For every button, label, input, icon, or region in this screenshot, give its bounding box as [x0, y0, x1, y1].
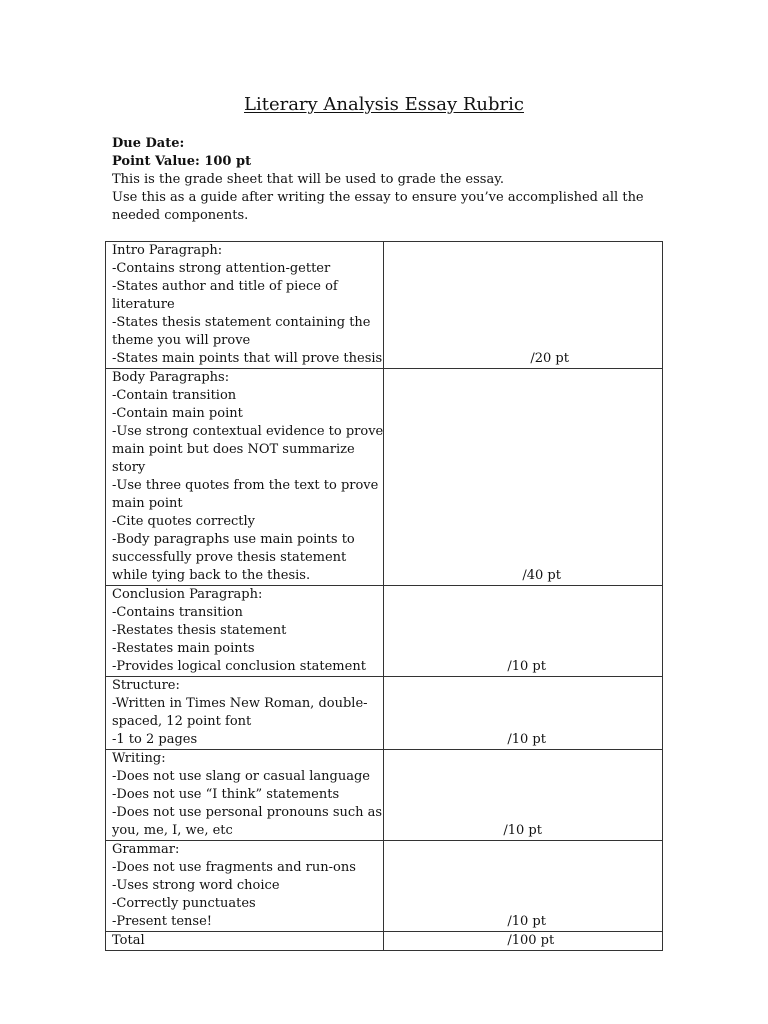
rubric-row [106, 841, 663, 932]
point-value-label: Point Value: 100 pt [112, 154, 252, 169]
description-line-2: Use this as a guide after writing the essay to ensure you’ve accomplished all the needed components. [112, 190, 644, 223]
rubric-criterion: -Use three quotes from the text to prove main point [112, 478, 383, 511]
rubric-points-value: /20 pt [530, 351, 569, 366]
rubric-points-cell [384, 750, 663, 841]
rubric-criteria-cell [106, 369, 388, 586]
rubric-section-heading: Intro Paragraph: [112, 243, 223, 258]
rubric-section-heading: Conclusion Paragraph: [112, 587, 263, 602]
rubric-section-heading: Writing: [112, 751, 166, 766]
rubric-criterion: -States main points that will prove thesis [112, 351, 383, 366]
rubric-row [106, 586, 663, 677]
rubric-points-cell [384, 841, 663, 932]
rubric-points-cell [384, 586, 663, 677]
rubric-criterion: -Contains transition [112, 605, 243, 620]
rubric-criterion: -Body paragraphs use main points to successfully prove thesis statement while tying back to the thesis. [112, 532, 359, 583]
rubric-criteria-cell [106, 841, 384, 932]
rubric-criteria-cell [106, 677, 384, 750]
rubric-criteria-cell [106, 750, 387, 841]
rubric-row [106, 242, 663, 369]
rubric-criterion: -Written in Times New Roman, double-spaced, 12 point font [112, 696, 368, 729]
rubric-criterion: -Contains strong attention-getter [112, 261, 331, 276]
rubric-criterion: -Does not use “I think” statements [112, 787, 340, 802]
rubric-points-cell [384, 677, 663, 750]
rubric-section-heading: Structure: [112, 678, 180, 693]
due-date-label: Due Date: [112, 136, 185, 151]
rubric-row [106, 369, 663, 586]
description-line-1: This is the grade sheet that will be used to grade the essay. [112, 172, 504, 187]
rubric-points-cell [384, 242, 663, 369]
rubric-criterion: -Does not use slang or casual language [112, 769, 371, 784]
rubric-criterion: -Does not use personal pronouns such as you, me, I, we, etc [112, 805, 387, 838]
rubric-criteria-cell [106, 586, 384, 677]
rubric-criterion: -Restates main points [112, 641, 255, 656]
rubric-total-value: /100 pt [507, 933, 555, 948]
rubric-criterion: -Does not use fragments and run-ons [112, 860, 356, 875]
rubric-criterion: -States author and title of piece of literature [112, 279, 342, 312]
rubric-criterion: -Cite quotes correctly [112, 514, 256, 529]
rubric-criterion: -Provides logical conclusion statement [112, 659, 366, 674]
rubric-points-value: /10 pt [507, 732, 546, 747]
rubric-points-value: /40 pt [522, 568, 561, 583]
rubric-row [106, 750, 663, 841]
rubric-total-row [106, 932, 663, 951]
rubric-criterion: -Contain main point [112, 406, 243, 421]
rubric-criterion: -Correctly punctuates [112, 896, 256, 911]
document-intro [112, 135, 672, 225]
rubric-points-value: /10 pt [507, 914, 546, 929]
rubric-table-body [106, 242, 663, 951]
rubric-points-cell [384, 369, 663, 586]
rubric-row [106, 677, 663, 750]
rubric-criterion: -States thesis statement containing the theme you will prove [112, 315, 375, 348]
rubric-criterion: -Contain transition [112, 388, 237, 403]
rubric-criteria-cell [106, 242, 384, 369]
rubric-table [105, 241, 663, 951]
rubric-total-label: Total [106, 932, 384, 951]
rubric-section-heading: Body Paragraphs: [112, 370, 230, 385]
rubric-criterion: -1 to 2 pages [112, 732, 198, 747]
rubric-criterion: -Restates thesis statement [112, 623, 287, 638]
rubric-points-value: /10 pt [503, 823, 542, 838]
rubric-points-value: /10 pt [507, 659, 546, 674]
rubric-criterion: -Present tense! [112, 914, 213, 929]
document-title: Literary Analysis Essay Rubric [244, 94, 524, 115]
rubric-criterion: -Uses strong word choice [112, 878, 280, 893]
rubric-criterion: -Use strong contextual evidence to prove main point but does NOT summarize story [112, 424, 388, 475]
rubric-section-heading: Grammar: [112, 842, 180, 857]
rubric-total-points [384, 932, 663, 951]
